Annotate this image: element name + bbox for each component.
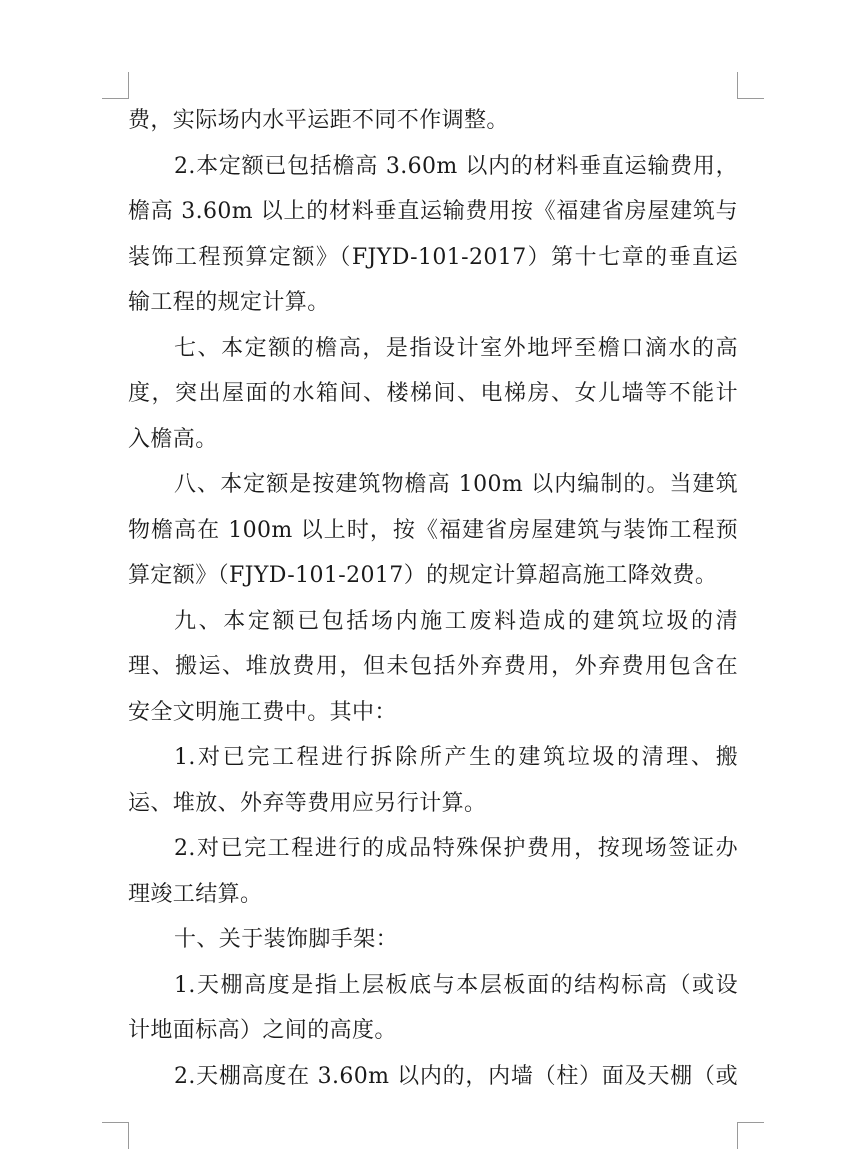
text-line: 1.天棚高度是指上层板底与本层板面的结构标高（或设 [174,972,738,998]
text-line: 安全文明施工费中。其中： [128,699,397,725]
text-line: 七、本定额的檐高，是指设计室外地坪至檐口滴水的高 [174,335,738,361]
crop-mark-bottom-right [737,1122,764,1149]
text-line: 理、搬运、堆放费用，但未包括外弃费用，外弃费用包含在 [128,654,738,679]
text-line: 费，实际场内水平运距不同不作调整。 [128,108,509,133]
crop-mark-bottom-left [102,1122,129,1149]
text-line: 檐高 3.60m 以上的材料垂直运输费用按《福建省房屋建筑与 [128,199,738,224]
text-line: 物檐高在 100m 以上时，按《福建省房屋建筑与装饰工程预 [128,517,738,543]
document-body [128,98,738,1099]
text-line: 九、本定额已包括场内施工废料造成的建筑垃圾的清 [174,608,738,634]
crop-mark-top-left [102,72,129,99]
text-line: 八、本定额是按建筑物檐高 100m 以内编制的。当建筑 [174,472,738,497]
text-line: 1.对已完工程进行拆除所产生的建筑垃圾的清理、搬 [174,745,738,770]
text-line: 算定额》（FJYD-101-2017）的规定计算超高施工降效费。 [128,563,718,588]
text-line: 2.天棚高度在 3.60m 以内的，内墙（柱）面及天棚（或 [174,1063,738,1089]
text-line: 运、堆放、外弃等费用应另行计算。 [128,790,487,816]
text-line: 2.本定额已包括檐高 3.60m 以内的材料垂直运输费用， [174,153,738,179]
text-line: 入檐高。 [128,426,218,452]
text-line: 计地面标高）之间的高度。 [128,1018,397,1043]
text-line: 输工程的规定计算。 [128,290,330,315]
text-line: 装饰工程预算定额》（FJYD-101-2017）第十七章的垂直运 [128,244,738,270]
text-line: 度，突出屋面的水箱间、楼梯间、电梯房、女儿墙等不能计 [128,381,738,406]
text-line: 理竣工结算。 [128,881,263,907]
text-line: 十、关于装饰脚手架： [174,927,399,952]
text-line: 2.对已完工程进行的成品特殊保护费用，按现场签证办 [174,836,738,861]
crop-mark-top-right [737,72,764,99]
